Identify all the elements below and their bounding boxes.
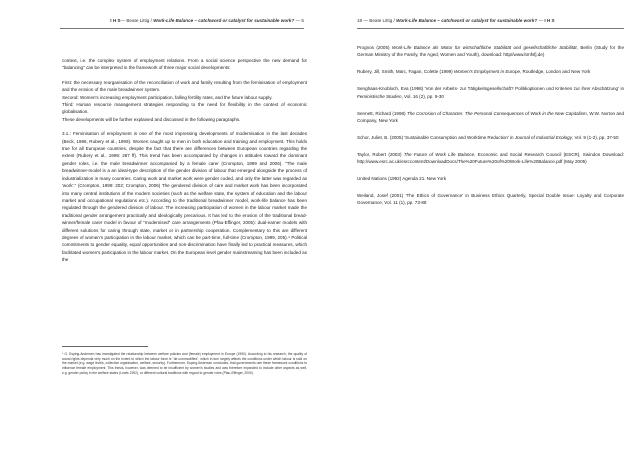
paragraph: These developments will be further explained and discussed in the following paragraphs.	[62, 116, 241, 122]
ref-title: Journal of Industrial Ecology	[514, 134, 572, 140]
ref-text: Prognos (2005)	[357, 45, 392, 50]
header-org: I H S	[110, 18, 121, 23]
ref-text: Senghaas-Knobloch, Eva (1998) 'Von der Arbeits- zur Tätigkeitsgesellschaft? Politikoptionen und Kriterien zur ihrer Abschätzung' in	[357, 86, 624, 92]
header-prefix: — Beate Littig /	[362, 18, 397, 23]
body-text	[62, 57, 307, 271]
ref-title: The Corrosion of Character. The Personal Consequences of Work in the New Capitalism	[406, 110, 587, 116]
header-prefix: — Beate Littig /	[120, 18, 154, 23]
paragraph: 3.1.: Feminisation of employment is one of the most impressing developments of modernisation in the last decades (Beck, 1986, Rubery et al., 1999). Women caught up to men in both education and training and employment. This holds true for all European countries, despite the fact that there are differences between European countries regarding the extent (Rubery et al., 1999: 287 ff). This trend has been accompanied by changes in attitudes toward the dominant gender roles, i.e. the male breadwinner accompanied by a female carer (Crompton, 1999 and 2006). "The male breadwinner-model is a an ideal-type description of the gender division of labour that emerged alongside the process of industrialization in many countries. Caring work and market work were gender coded, and only the latter was regarded as 'work'." (Crompton, 1999: 202; Crompton, 2006) The gendered division of care and market work has been incorporated into many central institutions of the modern societies (such as the welfare state, the system of education and the labour market and occupational regulations etc.). According to the traditional breadwinner model, work-life balance has been regulated through the gendered division of labour. The increasing participation of women in the labour market made the traditional gender arrangement practically and ideologically precarious. It has led to the erosion of the traditional bread-winner/female carer model in favour of "modernised" care arrangements (Pfau-Effinger, 2005): dual-earner models with different solutions for caring through state, market or in partnership cooperation. Complementary to this are different degrees of women's participation in the labour market, which can be part-time, full-time (Crompton, 1999, 205).⁴ Political commitments to gender equality, equal opportunities and non-discrimination have finally led to practical measures, which facilitated women's participation in the labour market. On the European level gender mainstreaming has been included as the	[62, 131, 307, 263]
ref-text: , Vol. 16 (2), pp. 9-30	[401, 93, 444, 99]
paragraph: First: the necessary reorganisation of the reconciliation of work and family resulting from the feminisation of employment and the erosion of the male breadwinner system.	[62, 79, 307, 93]
header-rule	[60, 28, 304, 29]
ref-text: , Berlin (Study for the German Ministry of the Family, the Aged, Women and Youth), download: http//www.bmfsfj.de)	[357, 45, 624, 58]
header-page-number: 18	[357, 18, 363, 23]
reference-entry	[357, 68, 624, 75]
ref-title: Women's Employment in Europe	[453, 69, 521, 75]
header-org: I H S	[544, 18, 555, 23]
reference-entry	[357, 151, 624, 166]
left-running-header	[110, 18, 304, 23]
reference-entry	[357, 192, 624, 207]
ref-text: United Nations (1992) Agenda 21. New York	[357, 176, 446, 182]
paragraph: Third: Human resource management strategies responding to the need for flexibility in the context of economic globalisation.	[62, 102, 307, 115]
right-page	[320, 0, 640, 452]
ref-title: The Future of Work Life Balance	[403, 151, 475, 157]
reference-entry	[357, 44, 624, 59]
ref-text: , Economic and Social Research Council (ESCR), Swindon Download: http://www.esrc.ac.uk/esrccontent/DownloadDocs/The%20Future%20of%20Work-Life%20Balance.pdf (May 2005)	[357, 151, 624, 165]
ref-text: , W.W. Norton and Company, New York	[357, 110, 624, 123]
ref-text: , Routledge, London and New York	[520, 69, 591, 75]
ref-text: Weiland, Josef (2001) 'The Ethics of Governance' in Business Ethics Quarterly, Special Double Issue: Loyalty and Corporate Governance, Vol. 11 (1), pp. 73-88	[357, 192, 624, 206]
ref-text: , Vol. 9 (1-2), pp. 37-50	[571, 134, 619, 140]
reference-list	[357, 44, 624, 216]
header-rule	[357, 28, 624, 29]
right-running-header	[357, 18, 555, 23]
footnote: ⁴ G. Esping-Andersen has investigated the relationship between welfare policies and (female) employment in Europe (1990). According to his research, the quality of social rights depends very much on the extent to which the labour force is "de-commodified", which in turn largely affects the conditions under which labour is sold on the market (e.g. wage levels, collective organisation, welfare, security). Furthermore, Esping-Andersen concludes, that governments use these framework conditions to influence female employment. This thesis, however, was deemed to be insufficient by women's studies and was therefore expanded to include other aspects as well, e.g. gender policy in the welfare states (Lewis 1992), or different cultural traditions with regard to gender roles (Pfau-Effinger, 2000).	[62, 352, 307, 375]
header-title: Work-Life Balance – catchword or catalyst for sustainable work?	[153, 18, 295, 23]
header-title: Work-Life Balance – catchword or catalyst for sustainable work?	[396, 18, 538, 23]
reference-entry	[357, 85, 624, 100]
footnote-rule	[62, 346, 148, 347]
reference-entry	[357, 175, 624, 182]
reference-entry	[357, 134, 624, 141]
ref-title: Work-Life Balance als Motor für wirtschaftliche Stabilität und gesellschaftliche Stabilität	[391, 45, 577, 50]
paragraph: Second: Women's increasing employment participation, falling fertility rates, and the future labour supply.	[62, 94, 273, 100]
paragraph: context, i.e. the complex system of employment relations. From a social science perspective the new demand for "balancing" can be interpreted in the framework of three major social developments:	[62, 58, 307, 71]
ref-text: Schor, Juliet, B. (2005) 'Sustainable Consumption and Worktime Reduction' in	[357, 134, 515, 140]
ref-text: Sennett, Richard (1998)	[357, 110, 407, 116]
header-page-number: — 5	[295, 18, 304, 23]
header-suffix: —	[537, 18, 545, 23]
reference-entry	[357, 110, 624, 125]
ref-text: Taylor, Robert (2003)	[357, 151, 404, 157]
ref-text: Rubery, Jill, Smith, Marc, Fagan, Colette (1999)	[357, 69, 454, 75]
ref-title: Feministische Studien	[357, 93, 402, 99]
